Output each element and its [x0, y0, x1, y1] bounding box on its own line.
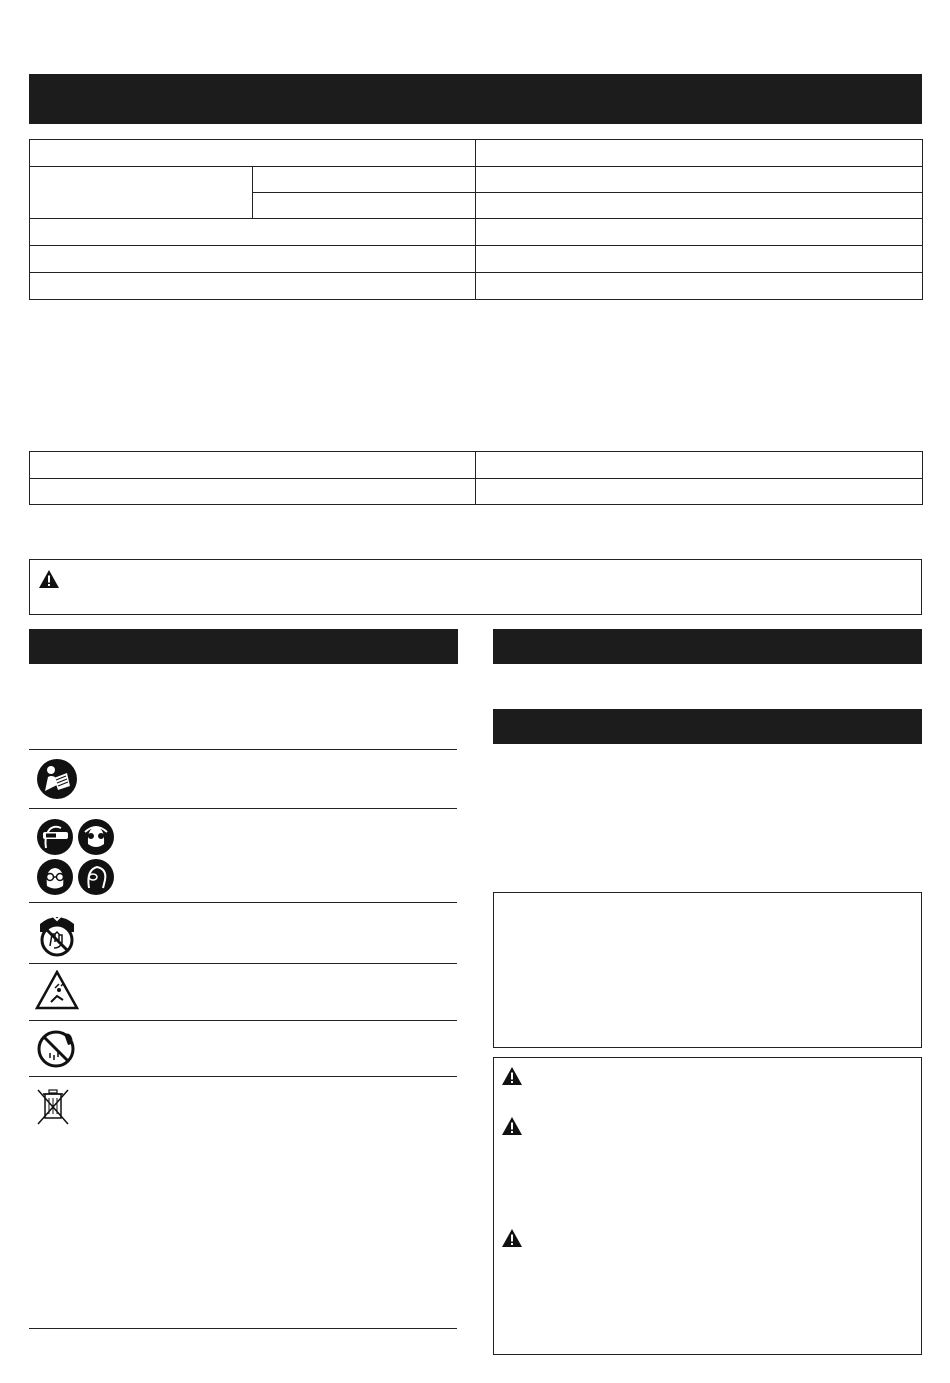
table-row	[30, 246, 923, 273]
symbol-divider	[29, 1020, 457, 1021]
table-cell	[476, 273, 923, 300]
symbol-divider	[29, 1328, 457, 1329]
table-row	[30, 479, 923, 505]
right-section-bar-1	[493, 629, 922, 664]
table-cell	[476, 246, 923, 273]
symbol-divider	[29, 1076, 457, 1077]
ear-protection-icon	[77, 818, 115, 856]
header-bar	[29, 74, 922, 124]
warnings-box	[493, 1057, 922, 1355]
table-cell	[476, 452, 923, 479]
table-cell	[30, 273, 476, 300]
table-row	[30, 219, 923, 246]
symbol-divider	[29, 902, 457, 903]
warning-box	[29, 559, 922, 615]
weee-crossed-bin-icon	[35, 1086, 71, 1128]
table-cell	[476, 140, 923, 167]
face-shield-icon	[36, 818, 74, 856]
table-cell	[30, 452, 476, 479]
safety-glasses-icon	[36, 858, 74, 896]
symbol-divider	[29, 808, 457, 809]
symbol-divider	[29, 963, 457, 964]
warning-triangle-icon	[501, 1228, 523, 1248]
table-row	[30, 452, 923, 479]
table-cell	[30, 479, 476, 505]
table-row	[30, 140, 923, 167]
symbol-divider	[29, 749, 457, 750]
dust-mask-icon	[77, 858, 115, 896]
no-water-icon	[36, 1028, 76, 1068]
notice-box	[493, 892, 922, 1048]
left-section-bar	[29, 629, 458, 664]
keep-hands-away-icon	[36, 910, 78, 958]
second-table	[29, 451, 923, 505]
table-cell	[30, 246, 476, 273]
table-row	[30, 167, 923, 193]
warning-triangle-icon	[501, 1116, 523, 1136]
table-cell	[476, 193, 923, 219]
table-cell	[30, 140, 476, 167]
table-row	[30, 273, 923, 300]
table-cell	[30, 167, 253, 219]
kickback-warning-icon	[35, 970, 79, 1010]
warning-triangle-icon	[38, 569, 60, 589]
table-cell	[476, 479, 923, 505]
spec-table	[29, 139, 923, 300]
right-section-bar-2	[493, 709, 922, 744]
table-cell	[253, 167, 476, 193]
table-cell	[476, 167, 923, 193]
table-cell	[253, 193, 476, 219]
table-cell	[476, 219, 923, 246]
read-manual-icon	[36, 758, 78, 800]
table-cell	[30, 219, 476, 246]
warning-triangle-icon	[501, 1066, 523, 1086]
